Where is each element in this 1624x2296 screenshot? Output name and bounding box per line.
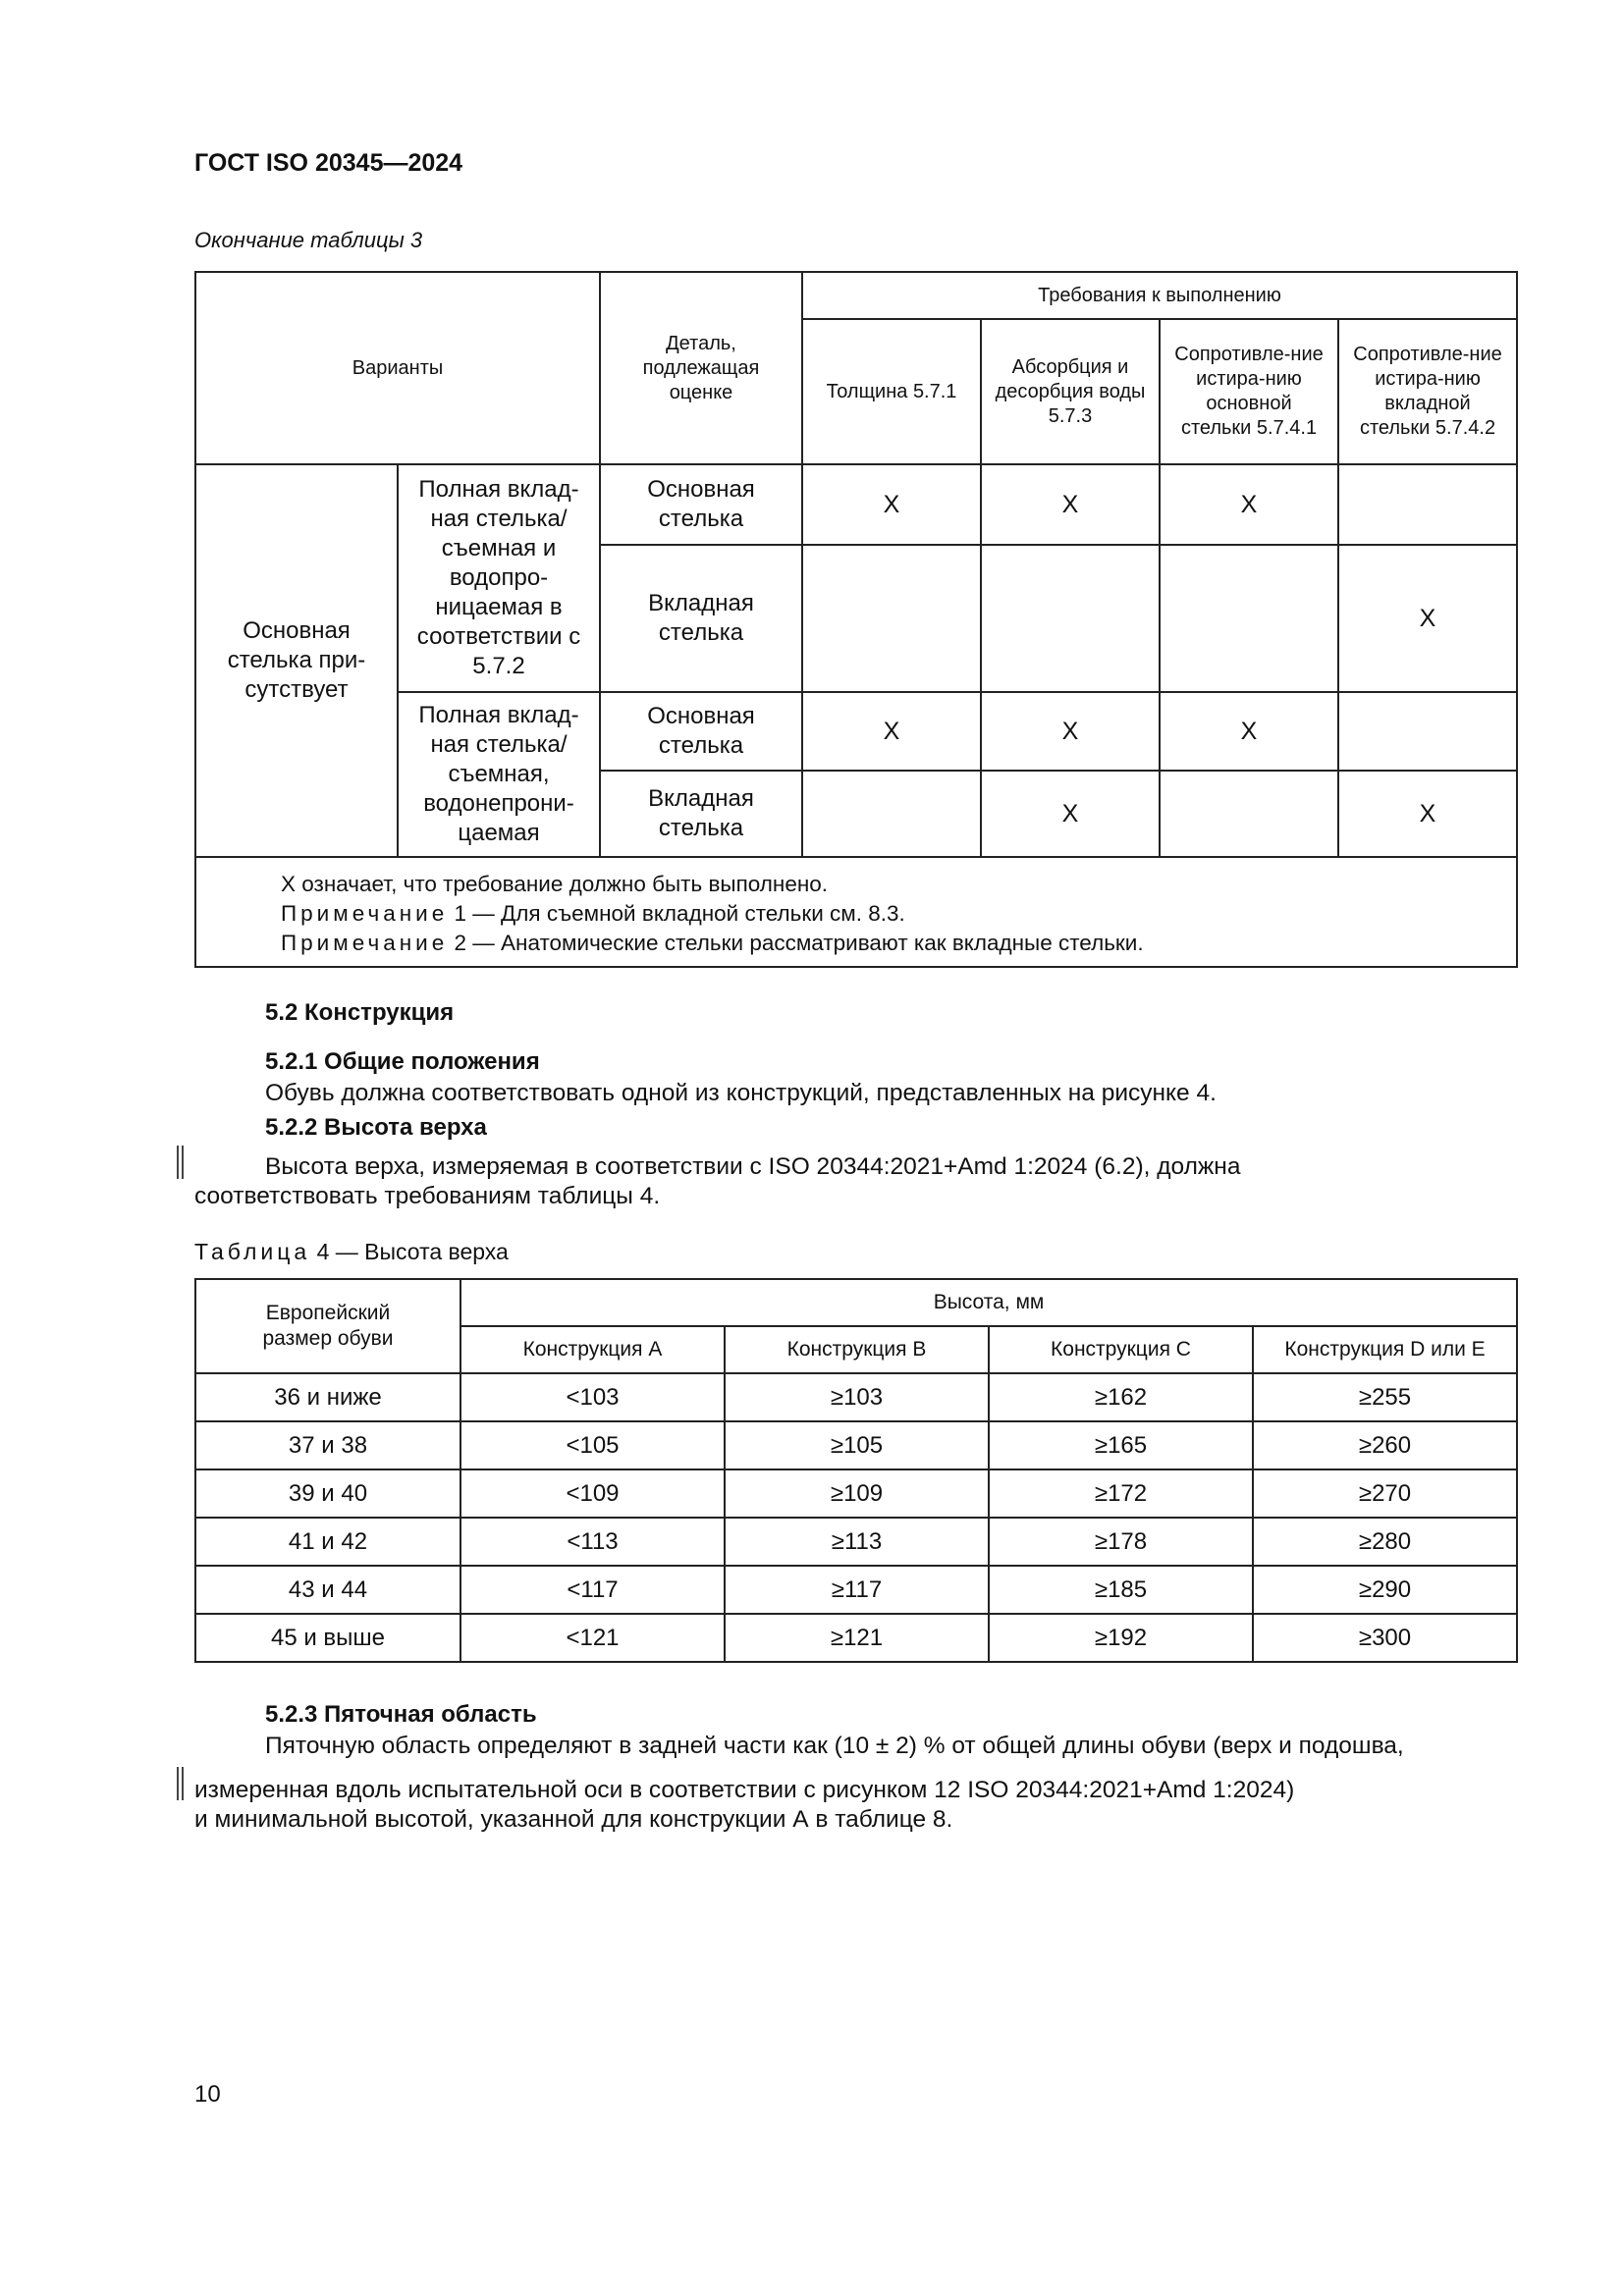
mark-cell — [1338, 464, 1517, 545]
section-5-2-2-text-1: Высота верха, измеряемая в соответствии с ISO 20344:2021+Amd 1:2024 (6.2), должна — [265, 1153, 1241, 1180]
revision-bar — [177, 1146, 184, 1179]
header-variants: Варианты — [195, 272, 600, 464]
header-detail: Деталь, подлежащая оценке — [600, 272, 802, 464]
mark-cell: X — [981, 464, 1160, 545]
size-cell: 39 и 40 — [195, 1469, 460, 1518]
mark-cell — [981, 545, 1160, 692]
header-construction-c: Конструкция C — [989, 1326, 1253, 1373]
note-1: Примечание 1 — Для съемной вкладной стельки см. 8.3. — [281, 901, 905, 926]
section-5-2-title: 5.2 Конструкция — [265, 999, 455, 1026]
value-cell: ≥165 — [989, 1421, 1253, 1469]
table-row — [195, 1614, 1517, 1662]
header-construction-de: Конструкция D или E — [1253, 1326, 1517, 1373]
note-2: Примечание 2 — Анатомические стельки рассматривают как вкладные стельки. — [281, 931, 1144, 955]
mark-cell — [1160, 545, 1338, 692]
mark-cell — [1160, 771, 1338, 857]
table3-notes — [195, 857, 1517, 967]
header-req-absorption: Абсорбция и десорбция воды 5.7.3 — [981, 319, 1160, 464]
value-cell: <105 — [460, 1421, 725, 1469]
table4-caption: Таблица 4 — Высота верха — [194, 1239, 509, 1264]
mark-cell — [1338, 692, 1517, 771]
value-cell: ≥290 — [1253, 1566, 1517, 1614]
value-cell: ≥109 — [725, 1469, 989, 1518]
section-5-2-2-text-2: соответствовать требованиям таблицы 4. — [194, 1183, 661, 1209]
value-cell: ≥192 — [989, 1614, 1253, 1662]
value-cell: ≥255 — [1253, 1373, 1517, 1421]
mark-cell: X — [1338, 545, 1517, 692]
mark-cell — [802, 771, 981, 857]
value-cell: <113 — [460, 1518, 725, 1566]
size-cell: 37 и 38 — [195, 1421, 460, 1469]
header-requirements: Требования к выполнению — [802, 272, 1517, 319]
value-cell: ≥113 — [725, 1518, 989, 1566]
document-header: ГОСТ ISO 20345—2024 — [194, 149, 463, 177]
table-row — [195, 1373, 1517, 1421]
mark-cell: X — [1160, 464, 1338, 545]
value-cell: ≥162 — [989, 1373, 1253, 1421]
value-cell: ≥270 — [1253, 1469, 1517, 1518]
page-number: 10 — [194, 2081, 221, 2108]
group-label: Полная вклад-ная стелька/ съемная, водонепрони-цаемая — [398, 692, 600, 857]
header-size: Европейский размер обуви — [195, 1279, 460, 1373]
legend-note: X означает, что требование должно быть выполнено. — [281, 872, 829, 896]
detail-cell: Вкладная стелька — [600, 545, 802, 692]
section-5-2-3-text-2: измеренная вдоль испытательной оси в соответствии с рисунком 12 ISO 20344:2021+Amd 1:2024) — [194, 1777, 1295, 1803]
size-cell: 36 и ниже — [195, 1373, 460, 1421]
header-req-thickness: Толщина 5.7.1 — [802, 319, 981, 464]
detail-cell: Основная стелька — [600, 692, 802, 771]
mark-cell: X — [802, 692, 981, 771]
main-variant-cell: Основная стелька при-сутствует — [195, 464, 398, 857]
value-cell: ≥121 — [725, 1614, 989, 1662]
table-3 — [194, 271, 1518, 968]
group-label: Полная вклад-ная стелька/ съемная и водопро-ницаемая в соответствии с 5.7.2 — [398, 464, 600, 692]
value-cell: ≥260 — [1253, 1421, 1517, 1469]
value-cell: <117 — [460, 1566, 725, 1614]
value-cell: <121 — [460, 1614, 725, 1662]
mark-cell: X — [1338, 771, 1517, 857]
value-cell: ≥105 — [725, 1421, 989, 1469]
detail-cell: Основная стелька — [600, 464, 802, 545]
table-4 — [194, 1278, 1518, 1663]
value-cell: ≥103 — [725, 1373, 989, 1421]
revision-bar — [177, 1767, 184, 1800]
mark-cell: X — [1160, 692, 1338, 771]
section-5-2-3-text-1: Пяточную область определяют в задней части как (10 ± 2) % от общей длины обуви (верх и подошва, — [265, 1733, 1404, 1759]
mark-cell: X — [981, 771, 1160, 857]
header-construction-b: Конструкция B — [725, 1326, 989, 1373]
header-req-abrasion-insock: Сопротивле-ние истира-нию вкладной стельки 5.7.4.2 — [1338, 319, 1517, 464]
value-cell: ≥178 — [989, 1518, 1253, 1566]
header-req-abrasion-insole: Сопротивле-ние истира-нию основной стельки 5.7.4.1 — [1160, 319, 1338, 464]
section-5-2-3-title: 5.2.3 Пяточная область — [265, 1701, 537, 1728]
value-cell: <109 — [460, 1469, 725, 1518]
section-5-2-2-title: 5.2.2 Высота верха — [265, 1114, 487, 1141]
detail-cell: Вкладная стелька — [600, 771, 802, 857]
table-row — [195, 1518, 1517, 1566]
section-5-2-1-text: Обувь должна соответствовать одной из конструкций, представленных на рисунке 4. — [265, 1080, 1217, 1106]
value-cell: ≥185 — [989, 1566, 1253, 1614]
size-cell: 45 и выше — [195, 1614, 460, 1662]
table-row — [195, 1469, 1517, 1518]
value-cell: <103 — [460, 1373, 725, 1421]
mark-cell — [802, 545, 981, 692]
size-cell: 41 и 42 — [195, 1518, 460, 1566]
value-cell: ≥300 — [1253, 1614, 1517, 1662]
table-row — [195, 1421, 1517, 1469]
mark-cell: X — [802, 464, 981, 545]
header-height: Высота, мм — [460, 1279, 1517, 1326]
size-cell: 43 и 44 — [195, 1566, 460, 1614]
section-5-2-3-text-3: и минимальной высотой, указанной для конструкции А в таблице 8. — [194, 1806, 953, 1833]
table-row — [195, 1566, 1517, 1614]
table3-caption: Окончание таблицы 3 — [194, 228, 423, 252]
value-cell: ≥172 — [989, 1469, 1253, 1518]
value-cell: ≥280 — [1253, 1518, 1517, 1566]
header-construction-a: Конструкция A — [460, 1326, 725, 1373]
value-cell: ≥117 — [725, 1566, 989, 1614]
section-5-2-1-title: 5.2.1 Общие положения — [265, 1048, 540, 1075]
mark-cell: X — [981, 692, 1160, 771]
